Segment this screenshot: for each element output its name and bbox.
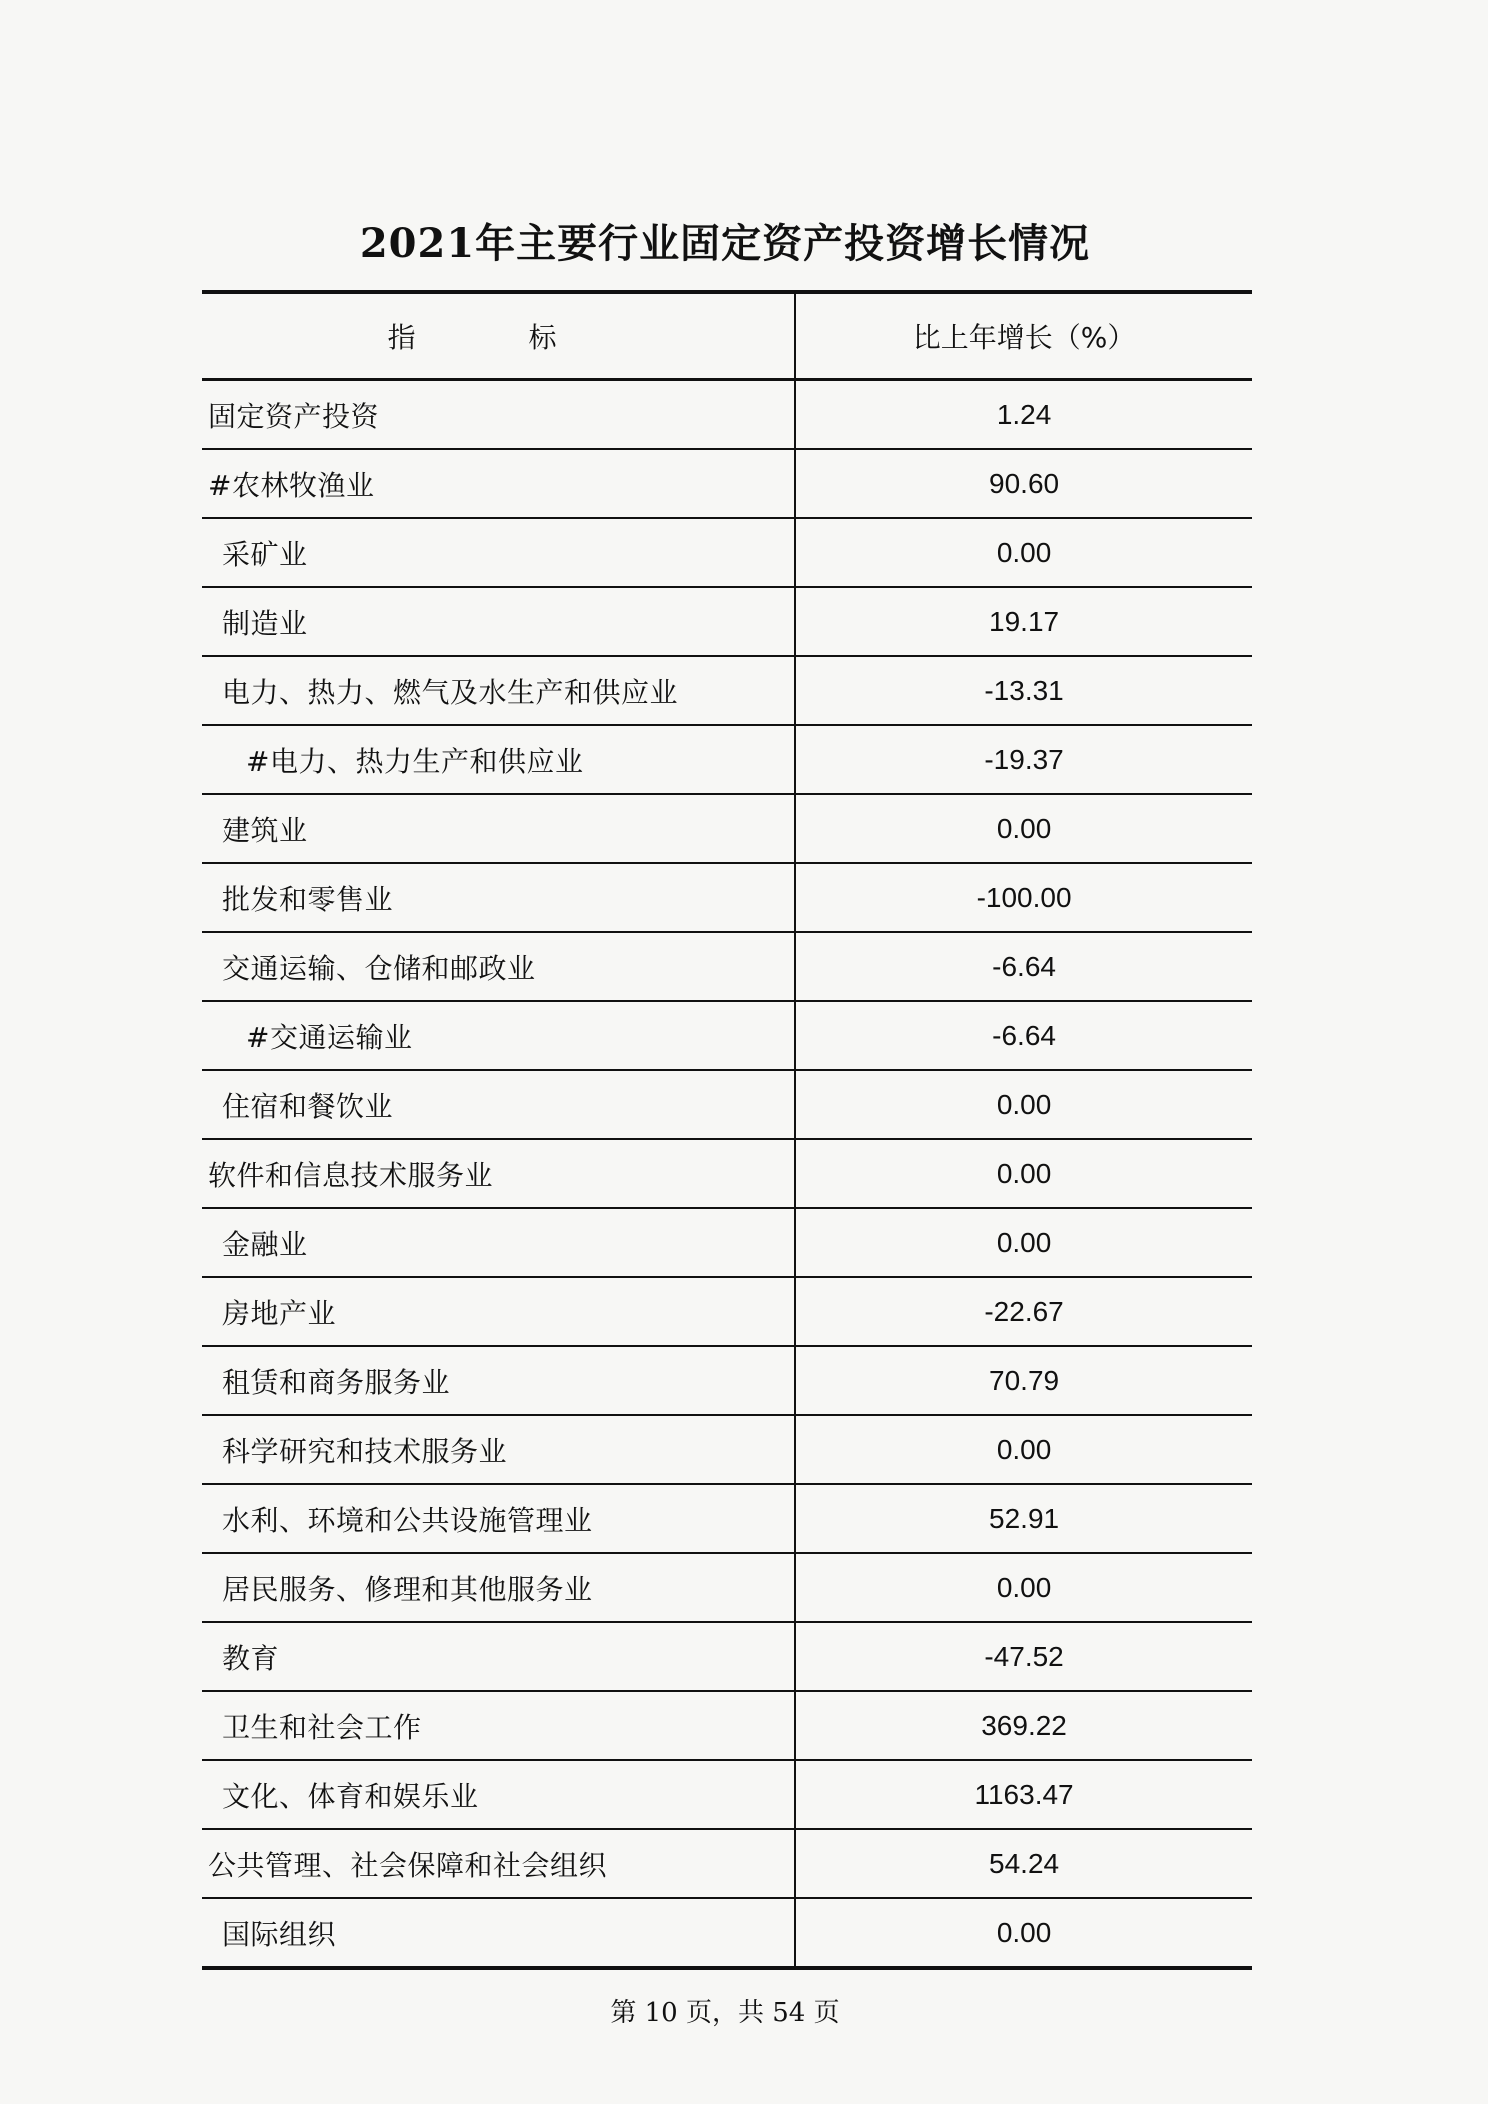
row-indicator-label: 水利、环境和公共设施管理业	[202, 1484, 795, 1553]
row-growth-value: 54.24	[795, 1829, 1252, 1898]
row-growth-value: -13.31	[795, 656, 1252, 725]
row-growth-value: -47.52	[795, 1622, 1252, 1691]
table-row	[202, 380, 1252, 450]
row-indicator-label: 建筑业	[202, 794, 795, 863]
table-row	[202, 587, 1252, 656]
table-row	[202, 1139, 1252, 1208]
row-growth-value: 0.00	[795, 1139, 1252, 1208]
row-growth-value: -19.37	[795, 725, 1252, 794]
table-row	[202, 449, 1252, 518]
row-indicator-label: 交通运输、仓储和邮政业	[202, 932, 795, 1001]
row-indicator-label: 电力、热力、燃气及水生产和供应业	[202, 656, 795, 725]
row-growth-value: 19.17	[795, 587, 1252, 656]
table-row	[202, 1898, 1252, 1968]
row-indicator-label: 软件和信息技术服务业	[202, 1139, 795, 1208]
row-growth-value: -6.64	[795, 932, 1252, 1001]
table-row	[202, 1553, 1252, 1622]
row-indicator-label: 文化、体育和娱乐业	[202, 1760, 795, 1829]
row-growth-value: 0.00	[795, 518, 1252, 587]
table-header-row	[202, 292, 1252, 380]
table-body	[202, 380, 1252, 1969]
row-growth-value: 369.22	[795, 1691, 1252, 1760]
row-indicator-label: #农林牧渔业	[202, 449, 795, 518]
table-row	[202, 863, 1252, 932]
row-indicator-label: 居民服务、修理和其他服务业	[202, 1553, 795, 1622]
table-row	[202, 1070, 1252, 1139]
table-row	[202, 1208, 1252, 1277]
row-growth-value: -6.64	[795, 1001, 1252, 1070]
row-indicator-label: 制造业	[202, 587, 795, 656]
table-row	[202, 1277, 1252, 1346]
row-growth-value: -22.67	[795, 1277, 1252, 1346]
row-indicator-label: 公共管理、社会保障和社会组织	[202, 1829, 795, 1898]
table-row	[202, 725, 1252, 794]
table-row	[202, 1829, 1252, 1898]
table-row	[202, 932, 1252, 1001]
table-row	[202, 1691, 1252, 1760]
column-header-growth: 比上年增长（%）	[795, 292, 1252, 380]
row-indicator-label: 科学研究和技术服务业	[202, 1415, 795, 1484]
table-row	[202, 1622, 1252, 1691]
row-indicator-label: 固定资产投资	[202, 380, 795, 450]
row-indicator-label: 教育	[202, 1622, 795, 1691]
row-growth-value: 1.24	[795, 380, 1252, 450]
row-indicator-label: 住宿和餐饮业	[202, 1070, 795, 1139]
row-indicator-label: #交通运输业	[202, 1001, 795, 1070]
page-number: 第 10 页，共 54 页	[610, 1998, 840, 2028]
table-row	[202, 518, 1252, 587]
row-indicator-label: 采矿业	[202, 518, 795, 587]
table-row	[202, 1415, 1252, 1484]
table-row	[202, 1001, 1252, 1070]
row-indicator-label: #电力、热力生产和供应业	[202, 725, 795, 794]
row-indicator-label: 房地产业	[202, 1277, 795, 1346]
row-growth-value: 0.00	[795, 1070, 1252, 1139]
row-growth-value: 0.00	[795, 1553, 1252, 1622]
row-indicator-label: 金融业	[202, 1208, 795, 1277]
row-growth-value: -100.00	[795, 863, 1252, 932]
row-growth-value: 0.00	[795, 794, 1252, 863]
row-growth-value: 52.91	[795, 1484, 1252, 1553]
row-indicator-label: 卫生和社会工作	[202, 1691, 795, 1760]
table-row	[202, 794, 1252, 863]
page-title: 2021年主要行业固定资产投资增长情况	[359, 220, 1091, 267]
row-growth-value: 0.00	[795, 1415, 1252, 1484]
row-growth-value: 1163.47	[795, 1760, 1252, 1829]
investment-growth-table	[202, 290, 1252, 1970]
row-growth-value: 0.00	[795, 1898, 1252, 1968]
table-row	[202, 1760, 1252, 1829]
row-indicator-label: 租赁和商务服务业	[202, 1346, 795, 1415]
row-indicator-label: 国际组织	[202, 1898, 795, 1968]
row-growth-value: 90.60	[795, 449, 1252, 518]
row-growth-value: 70.79	[795, 1346, 1252, 1415]
column-header-indicator: 指 标	[202, 292, 795, 380]
table-row	[202, 1484, 1252, 1553]
row-indicator-label: 批发和零售业	[202, 863, 795, 932]
table-row	[202, 656, 1252, 725]
row-growth-value: 0.00	[795, 1208, 1252, 1277]
table-row	[202, 1346, 1252, 1415]
